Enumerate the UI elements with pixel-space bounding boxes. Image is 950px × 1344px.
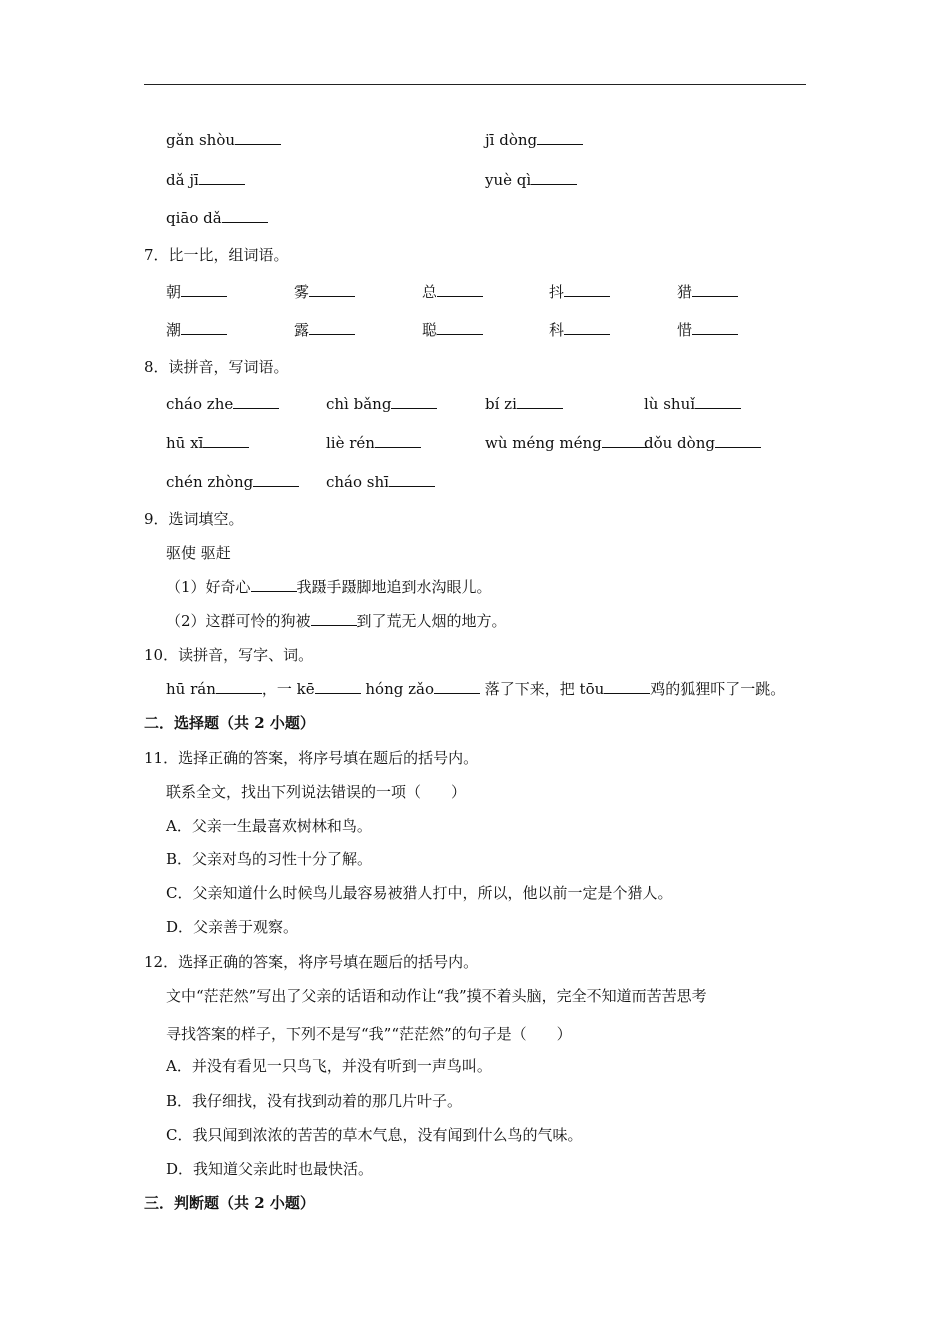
answer-blank[interactable] xyxy=(695,394,741,409)
question-8-title: 8．读拼音，写词语。 xyxy=(144,358,289,376)
pinyin-item: qiāo dǎ xyxy=(166,208,268,228)
pinyin-item: yuè qì xyxy=(485,170,577,190)
answer-blank[interactable] xyxy=(537,130,583,145)
answer-blank[interactable] xyxy=(692,320,738,335)
answer-blank[interactable] xyxy=(375,433,421,448)
answer-blank[interactable] xyxy=(604,679,650,694)
answer-blank[interactable] xyxy=(233,394,279,409)
answer-blank[interactable] xyxy=(434,679,480,694)
answer-blank[interactable] xyxy=(437,320,483,335)
pinyin-item: cháo zhe xyxy=(166,394,279,414)
question-7-title: 7．比一比，组词语。 xyxy=(144,246,289,264)
pinyin-item: cháo shī xyxy=(326,472,435,492)
word-item: 总 xyxy=(422,282,483,302)
option-b[interactable]: B．我仔细找，没有找到动着的那几片叶子。 xyxy=(166,1092,463,1110)
answer-blank[interactable] xyxy=(216,679,262,694)
answer-blank[interactable] xyxy=(602,433,648,448)
question-stem: 寻找答案的样子，下列不是写“我”“茫茫然”的句子是（ ） xyxy=(166,1025,572,1043)
section-heading: 三．判断题（共 2 小题） xyxy=(144,1194,315,1212)
answer-blank[interactable] xyxy=(235,130,281,145)
answer-blank[interactable] xyxy=(253,472,299,487)
answer-blank[interactable] xyxy=(391,394,437,409)
option-a[interactable]: A．并没有看见一只鸟飞，并没有听到一声鸟叫。 xyxy=(166,1057,492,1075)
answer-blank[interactable] xyxy=(251,577,297,592)
question-9-title: 9．选词填空。 xyxy=(144,510,244,528)
word-item: 抖 xyxy=(549,282,610,302)
answer-blank[interactable] xyxy=(181,282,227,297)
answer-blank[interactable] xyxy=(715,433,761,448)
pinyin-item: wù méng méng xyxy=(485,433,648,453)
pinyin-item: liè rén xyxy=(326,433,421,453)
answer-blank[interactable] xyxy=(311,611,357,626)
answer-blank[interactable] xyxy=(564,320,610,335)
pinyin-item: bí zi xyxy=(485,394,563,414)
answer-blank[interactable] xyxy=(222,208,268,223)
pinyin-item: lù shuǐ xyxy=(644,394,741,414)
word-options: 驱使 驱赶 xyxy=(166,544,231,562)
option-c[interactable]: C．父亲知道什么时候鸟儿最容易被猎人打中，所以，他以前一定是个猎人。 xyxy=(166,884,673,902)
answer-blank[interactable] xyxy=(181,320,227,335)
pinyin-item: dǎ jī xyxy=(166,170,245,190)
answer-blank[interactable] xyxy=(437,282,483,297)
fill-sentence: （2）这群可怜的狗被 到了荒无人烟的地方。 xyxy=(166,612,507,630)
word-item: 猎 xyxy=(677,282,738,302)
pinyin-item: chén zhòng xyxy=(166,472,299,492)
fill-sentence: （1）好奇心 我蹑手蹑脚地追到水沟眼儿。 xyxy=(166,578,492,596)
word-item: 潮 xyxy=(166,320,227,340)
question-stem: 联系全文，找出下列说法错误的一项（ ） xyxy=(166,783,467,801)
answer-blank[interactable] xyxy=(309,282,355,297)
word-item: 雾 xyxy=(294,282,355,302)
pinyin-item: chì bǎng xyxy=(326,394,437,414)
header-rule xyxy=(144,84,806,85)
answer-blank[interactable] xyxy=(564,282,610,297)
word-item: 聪 xyxy=(422,320,483,340)
word-item: 科 xyxy=(549,320,610,340)
pinyin-item: dǒu dòng xyxy=(644,433,761,453)
option-a[interactable]: A．父亲一生最喜欢树林和鸟。 xyxy=(166,817,372,835)
option-d[interactable]: D．我知道父亲此时也最快活。 xyxy=(166,1160,374,1178)
pinyin-item: gǎn shòu xyxy=(166,130,281,150)
answer-blank[interactable] xyxy=(199,170,245,185)
question-11-title: 11．选择正确的答案，将序号填在题后的括号内。 xyxy=(144,749,479,767)
option-c[interactable]: C．我只闻到浓浓的苦苦的草木气息，没有闻到什么鸟的气味。 xyxy=(166,1126,583,1144)
question-12-title: 12．选择正确的答案，将序号填在题后的括号内。 xyxy=(144,953,479,971)
question-stem: 文中“茫茫然”写出了父亲的话语和动作让“我”摸不着头脑，完全不知道而苦苦思考 xyxy=(166,987,707,1005)
answer-blank[interactable] xyxy=(389,472,435,487)
answer-blank[interactable] xyxy=(309,320,355,335)
pinyin-item: jī dòng xyxy=(485,130,583,150)
section-heading: 二．选择题（共 2 小题） xyxy=(144,714,315,732)
answer-blank[interactable] xyxy=(517,394,563,409)
answer-blank[interactable] xyxy=(692,282,738,297)
answer-blank[interactable] xyxy=(315,679,361,694)
answer-blank[interactable] xyxy=(203,433,249,448)
pinyin-sentence: hū rán ，一 kē hóng zǎo 落了下来，把 tōu 鸡的狐狸吓了一跳。 xyxy=(166,680,786,698)
question-10-title: 10．读拼音，写字、词。 xyxy=(144,646,314,664)
pinyin-item: hū xī xyxy=(166,433,249,453)
answer-blank[interactable] xyxy=(531,170,577,185)
word-item: 露 xyxy=(294,320,355,340)
option-d[interactable]: D．父亲善于观察。 xyxy=(166,918,299,936)
word-item: 朝 xyxy=(166,282,227,302)
word-item: 惜 xyxy=(677,320,738,340)
option-b[interactable]: B．父亲对鸟的习性十分了解。 xyxy=(166,850,373,868)
